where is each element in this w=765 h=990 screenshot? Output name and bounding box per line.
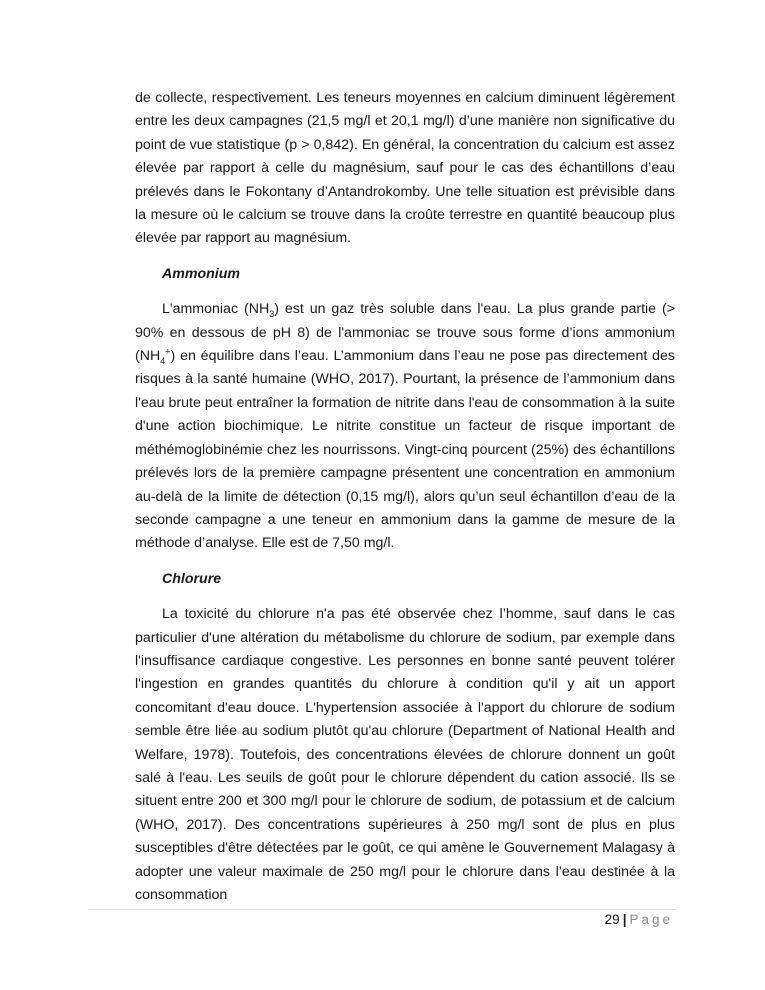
paragraph-calcium: de collecte, respectivement. Les teneurs moyennes en calcium diminuent légèrement entre les deux campagnes (21,5 mg/l et 20,1 mg/l) d’une manière non significative du point de vue statistique (p > 0,842). En général, la concentration du calcium est assez élevée par rapport à celle du magnésium, sauf pour le cas des échantillons d’eau prélevés dans le Fokontany d’Antandrokomby. Une telle situation est prévisible dans la mesure où le calcium se trouve dans la croûte terrestre en quantité beaucoup plus élevée par rapport au magnésium. <box>135 90 675 247</box>
heading-ammonium: Ammonium <box>162 265 241 282</box>
text-run: ) en équilibre dans l’eau. L’ammonium dans l’eau ne pose pas directement des risques à la santé humaine (WHO, 2017). Pourtant, la présence de l’ammonium dans l'eau brute peut entraîner la formation de nitrite dans l'eau de consommation à la suite d'une action biochimique. Le nitrite constitue un facteur de risque important de méthémoglobinémie chez les nourrissons. Vingt-cinq pourcent (25%) des échantillons prélevés lors de la première campagne présentent une concentration en ammonium au-delà de la limite de détection (0,15 mg/l), alors qu’un seul échantillon d’eau de la seconde campagne a une teneur en ammonium dans la gamme de mesure de la méthode d’analyse. Elle est de 7,50 mg/l. <box>135 348 675 552</box>
paragraph-ammonium <box>135 298 675 555</box>
page-footer <box>605 912 673 927</box>
paragraph-chlorure: La toxicité du chlorure n'a pas été observée chez l’homme, sauf dans le cas particulier d'une altération du métabolisme du chlorure de sodium, par exemple dans l'insuffisance cardiaque congestive. Les personnes en bonne santé peuvent tolérer l'ingestion en grandes quantités du chlorure à condition qu'il y ait un apport concomitant d'eau douce. L'hypertension associée à l'apport du chlorure de sodium semble être liée au sodium plutôt qu'au chlorure (Department of National Health and Welfare, 1978). Toutefois, des concentrations élevées de chlorure donnent un goût salé à l'eau. Les seuils de goût pour le chlorure dépendent du cation associé. Ils se situent entre 200 et 300 mg/l pour le chlorure de sodium, de potassium et de calcium (WHO, 2017). Des concentrations supérieures à 250 mg/l sont de plus en plus susceptibles d'être détectées par le goût, ce qui amène le Gouvernement Malagasy à adopter une valeur maximale de 250 mg/l pour le chlorure dans l’eau destinée à la consommation <box>135 606 675 903</box>
subscript: 3 <box>269 309 275 320</box>
page-label: Page <box>629 912 673 927</box>
footer-divider <box>88 909 676 910</box>
document-body <box>135 87 675 907</box>
footer-separator: | <box>622 912 627 927</box>
subscript: 4 <box>160 355 166 366</box>
text-run: ) est un gaz très soluble dans l'eau. La plus grande partie (> 90% en dessous de pH 8) de l'ammoniac se trouve sous forme d’ions ammonium (NH <box>135 301 675 365</box>
text-run: L'ammoniac (NH <box>162 301 270 318</box>
superscript: + <box>165 346 171 357</box>
heading-chlorure: Chlorure <box>162 570 222 587</box>
page-number: 29 <box>604 912 620 927</box>
